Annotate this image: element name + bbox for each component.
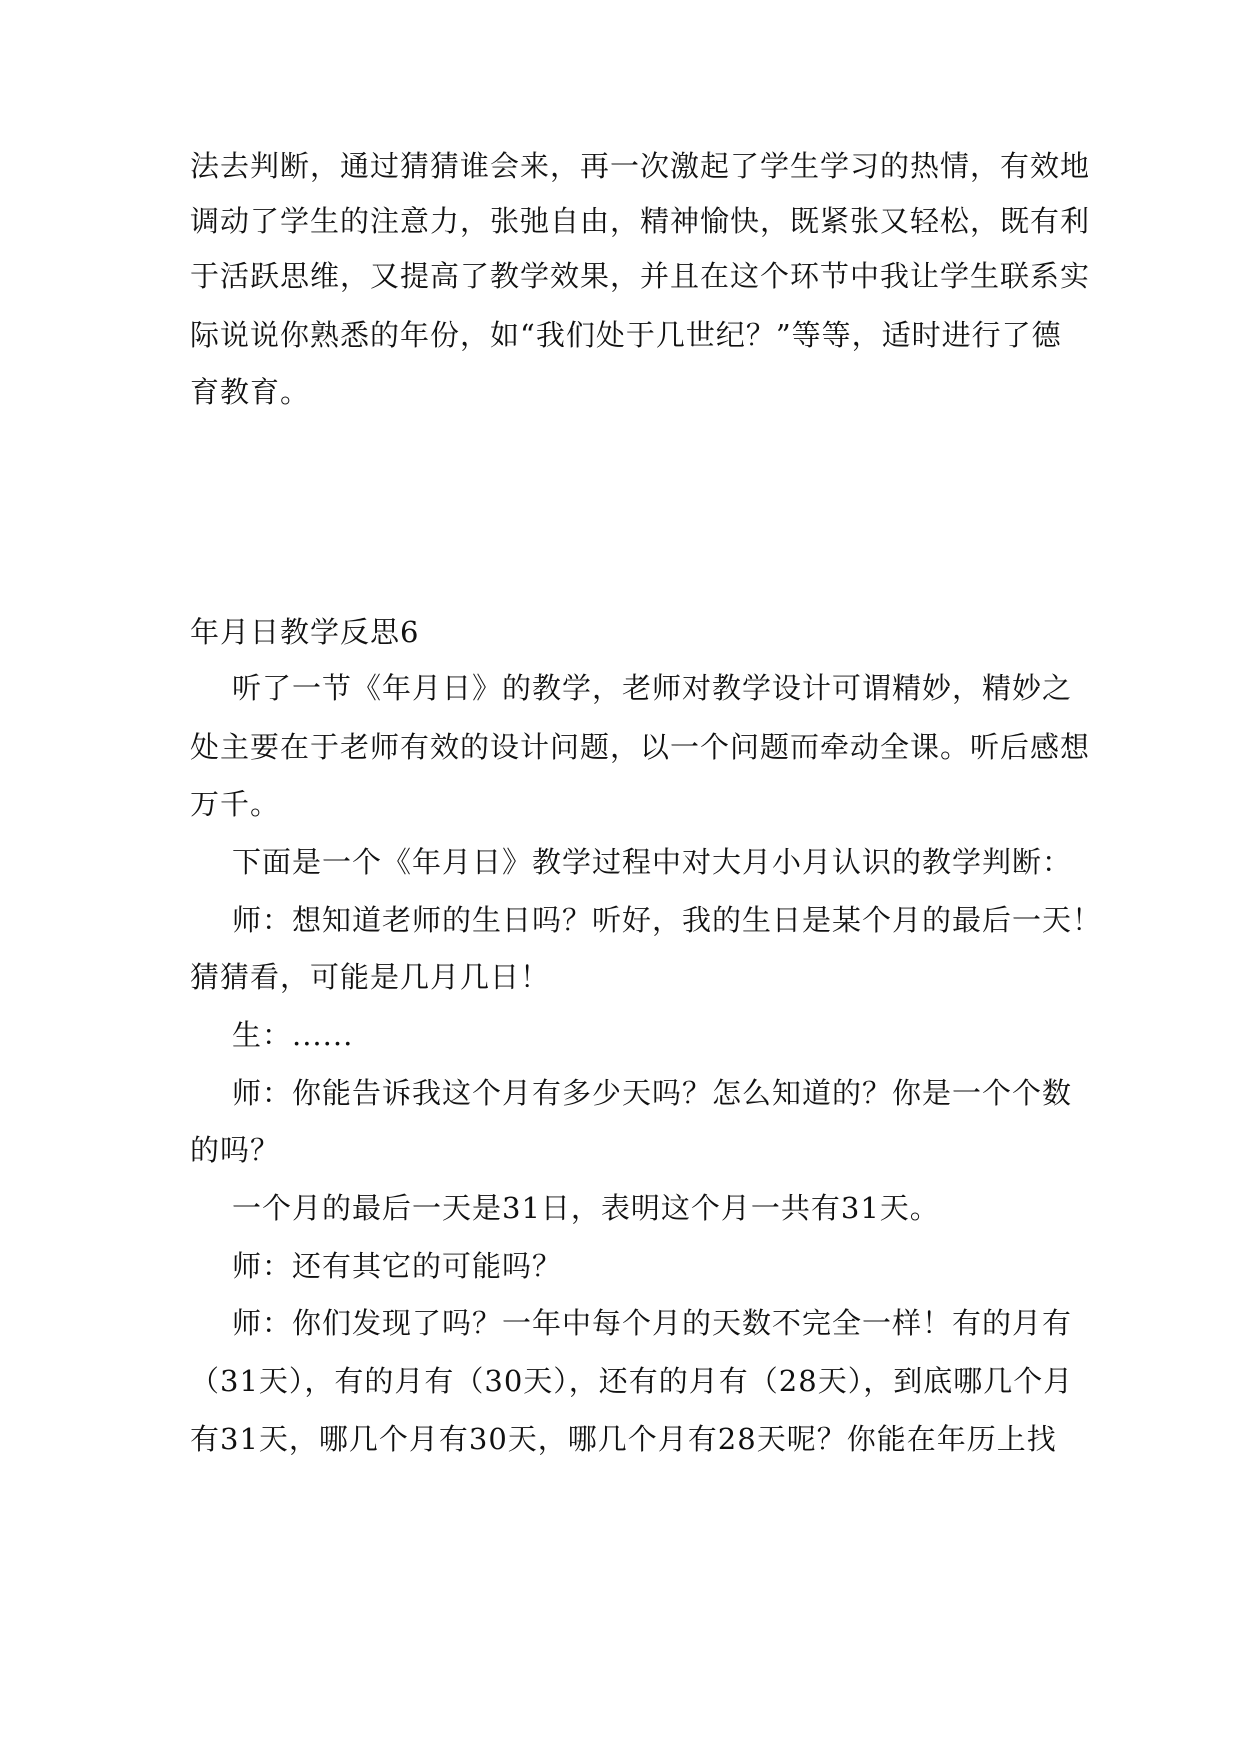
dialogue-line: （31天），有的月有（30天），还有的月有（28天），到底哪几个月 <box>190 1364 1074 1398</box>
body-text-line: 下面是一个《年月日》教学过程中对大月小月认识的教学判断： <box>232 845 1073 879</box>
body-text-line: 万千。 <box>190 787 281 821</box>
body-text-line: 法去判断，通过猜猜谁会来，再一次激起了学生学习的热情，有效地 <box>190 149 1091 183</box>
body-text-line: 听了一节《年月日》的教学，老师对教学设计可谓精妙，精妙之 <box>232 671 1073 705</box>
dialogue-line: 的吗？ <box>190 1133 281 1167</box>
body-text-line: 于活跃思维，又提高了教学效果，并且在这个环节中我让学生联系实 <box>190 259 1091 293</box>
body-text-line: 调动了学生的注意力，张弛自由，精神愉快，既紧张又轻松，既有利 <box>190 204 1091 238</box>
body-text-line: 育教育。 <box>190 375 311 409</box>
dialogue-line: 有31天，哪几个月有30天，哪几个月有28天呢？你能在年历上找 <box>190 1422 1057 1456</box>
dialogue-line: 生：...... <box>232 1018 354 1052</box>
dialogue-line: 师：还有其它的可能吗？ <box>232 1249 563 1283</box>
dialogue-line: 师：你们发现了吗？一年中每个月的天数不完全一样！有的月有 <box>232 1306 1073 1340</box>
body-text-line: 际说说你熟悉的年份，如“我们处于几世纪？”等等，适时进行了德 <box>190 318 1062 352</box>
dialogue-line: 猜猜看，可能是几月几日！ <box>190 960 551 994</box>
dialogue-line: 师：想知道老师的生日吗？听好，我的生日是某个月的最后一天！ <box>232 903 1103 937</box>
body-text-line: 处主要在于老师有效的设计问题，以一个问题而牵动全课。听后感想 <box>190 730 1091 764</box>
body-text-line: 一个月的最后一天是31日，表明这个月一共有31天。 <box>232 1191 940 1225</box>
dialogue-line: 师：你能告诉我这个月有多少天吗？怎么知道的？你是一个个数 <box>232 1076 1073 1110</box>
section-title: 年月日教学反思6 <box>190 615 420 649</box>
